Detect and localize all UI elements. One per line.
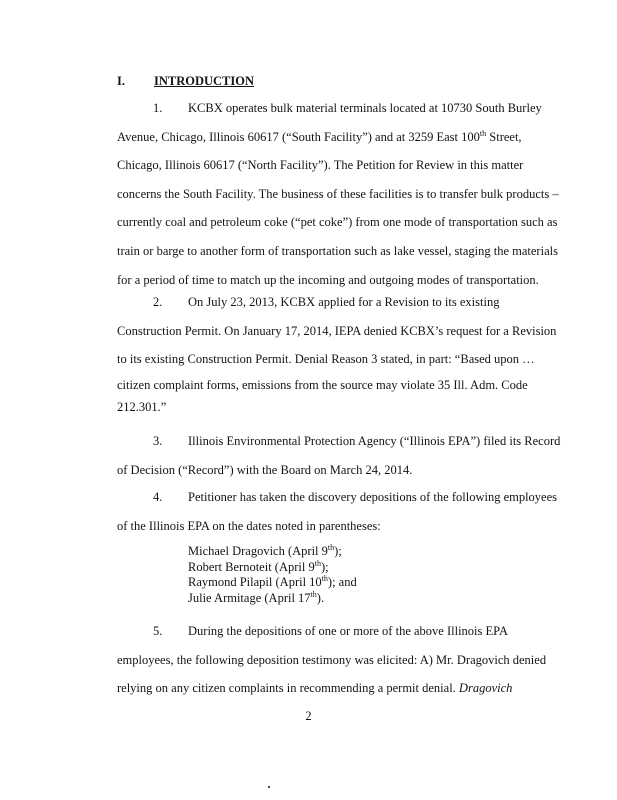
paragraph-number: 1. (153, 101, 163, 115)
paragraph-text: Petitioner has taken the discovery depositions of the following employees (188, 490, 558, 504)
paragraph-1 (117, 94, 559, 294)
list-item: Julie Armitage (April 17th). (188, 589, 325, 605)
deponent-list (188, 544, 357, 606)
paragraph-line (117, 483, 558, 512)
paragraph-line: concerns the South Facility. The business of these facilities is to transfer bulk products – (117, 186, 559, 201)
paragraph-number: 5. (153, 624, 163, 638)
paragraph-line: of the Illinois EPA on the dates noted in parentheses: (117, 518, 381, 533)
paragraph-line: to its existing Construction Permit. Denial Reason 3 stated, in part: “Based upon … (117, 352, 535, 367)
paragraph-text: KCBX operates bulk material terminals located at 10730 South Burley (188, 101, 542, 115)
paragraph-line (117, 617, 517, 646)
paragraph-line: Construction Permit. On January 17, 2014, IEPA denied KCBX’s request for a Revision (117, 323, 557, 338)
paragraph-text: During the depositions of one or more of the above Illinois EPA (188, 624, 508, 638)
page-number: 2 (305, 709, 312, 723)
paragraph-text: Illinois Environmental Protection Agency (“Illinois EPA”) filed its Record (188, 434, 561, 448)
section-number: I. (117, 74, 125, 88)
paragraph-line (117, 427, 561, 456)
paragraph-line: currently coal and petroleum coke (“pet coke”) from one mode of transportation such as (117, 215, 558, 230)
paragraph-2 (117, 288, 557, 417)
section-title: INTRODUCTION (154, 74, 255, 88)
paragraph-4 (117, 483, 558, 540)
paragraph-line: 212.301.” (117, 399, 167, 414)
paragraph-line: citizen complaint forms, emissions from the source may violate 35 Ill. Adm. Code (117, 377, 528, 392)
paragraph-line (117, 674, 517, 703)
list-item: Michael Dragovich (April 9th); (188, 543, 342, 558)
paragraph-number: 2. (153, 295, 163, 309)
paragraph-text: Street, (486, 129, 522, 144)
paragraph-5 (117, 617, 547, 703)
paragraph-line: of Decision (“Record”) with the Board on March 24, 2014. (117, 462, 413, 477)
paragraph-line: Chicago, Illinois 60617 (“North Facility”). The Petition for Review in this matter (117, 158, 524, 173)
paragraph-line: train or barge to another form of transportation such as lake vessel, staging the materials (117, 243, 558, 258)
paragraph-number: 4. (153, 490, 163, 504)
citation-text: Dragovich (458, 681, 513, 696)
paragraph-line (117, 288, 517, 317)
scan-speck (268, 786, 270, 788)
paragraph-line (117, 123, 522, 152)
paragraph-3 (117, 427, 561, 484)
paragraph-line: employees, the following deposition testimony was elicited: A) Mr. Dragovich denied (117, 652, 547, 667)
paragraph-text: Avenue, Chicago, Illinois 60617 (“South Facility”) and at 3259 East 100 (117, 129, 480, 144)
list-item: Robert Bernoteit (April 9th); (188, 558, 329, 574)
ordinal-suffix: th (479, 128, 487, 138)
paragraph-line: for a period of time to match up the incoming and outgoing modes of transportation. (117, 272, 539, 287)
section-heading (117, 74, 254, 89)
paragraph-text: relying on any citizen complaints in recommending a permit denial. (117, 681, 459, 696)
paragraph-text: On July 23, 2013, KCBX applied for a Revision to its existing (188, 295, 500, 309)
paragraph-line (117, 94, 542, 123)
list-item: Raymond Pilapil (April 10th); and (188, 574, 357, 589)
paragraph-number: 3. (153, 434, 163, 448)
